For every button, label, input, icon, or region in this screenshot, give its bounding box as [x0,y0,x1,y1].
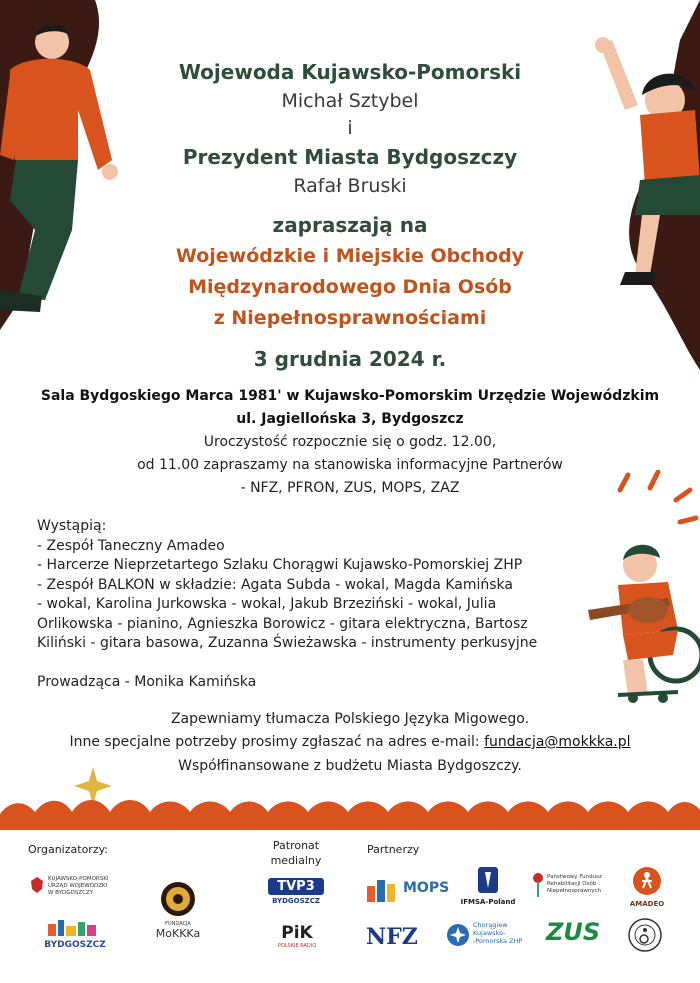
ifmsa-emblem-icon [477,866,499,894]
schedule-line3: - NFZ, PFRON, ZUS, MOPS, ZAZ [240,480,460,496]
nfz-text: NFZ [366,924,418,950]
performer-line: Orlikowska - pianino, Agnieszka Borowicz - gitara elektryczna, Bartosz [37,615,528,632]
zhp-line2: Kujawsko- [473,929,506,937]
special-needs-text: Inne specjalne potrzeby prosimy zgłaszać na adres e-mail: [69,734,485,750]
wheelchair-sport-badge-icon [628,918,662,952]
mayor-title: Prezydent Miasta Bydgoszczy [182,145,518,169]
performer-line: - Zespół Taneczny Amadeo [37,537,225,554]
nfz-logo [366,924,426,950]
contact-email-link[interactable]: fundacja@mokkka.pl [484,734,631,750]
pik-text: PiK [281,923,313,943]
performers-heading: Wystąpią: [37,518,107,534]
event-title-line2: Międzynarodowego Dnia Osób [188,276,512,298]
amadeo-text: AMADEO [629,900,665,908]
kpuw-line3: W BYDGOSZCZY [48,890,94,896]
sign-language-note: Zapewniamy tłumacza Polskiego Języka Migowego. [170,711,530,727]
media-patronage-label-2: medialny [270,854,322,867]
performer-line: Kiliński - gitara basowa, Zuzanna Świeżawska - instrumenty perkusyjne [37,635,538,651]
bydgoszcz-logo [40,918,110,948]
performer-line: - wokal, Karolina Jurkowska - wokal, Jakub Brzeziński - wokal, Julia [37,596,497,612]
mops-text: MOPS [403,880,450,896]
bydgoszcz-text: BYDGOSZCZ [44,940,106,950]
conjunction: i [347,117,353,139]
zhp-logo [446,920,536,950]
pfron-flower-icon [531,872,545,898]
pfron-line2: Rehabilitacji Osób [547,881,597,887]
governor-name: Michał Sztybel [281,90,419,112]
zhp-cross-icon [446,923,470,947]
amadeo-logo [622,866,672,908]
event-title-line1: Wojewódzkie i Miejskie Obchody [175,245,525,267]
partners-label: Partnerzy [367,843,420,856]
zus-text: ZUS [546,918,601,946]
pfron-line1: Państwowy Fundusz [547,874,602,880]
pik-radio-logo [271,923,323,949]
media-patronage-label [266,838,326,868]
zhp-line3: -Pomorska ZHP [473,937,523,945]
mokkka-emblem-icon [160,881,196,917]
scalloped-orange-band [0,790,700,830]
eagle-emblem-icon [30,876,44,894]
zhp-line1: Chorągiew [473,921,508,929]
organizers-label: Organizatorzy: [28,843,109,856]
special-needs-note [0,734,700,750]
mokkka-foundation-text: FUNDACJA [165,921,191,927]
event-date: 3 grudnia 2024 r. [253,347,447,371]
pfron-line3: Niepełnosprawnych [547,888,602,894]
zus-logo [546,918,602,946]
mops-houses-icon [365,876,401,904]
venue-line1: Sala Bydgoskiego Marca 1981' w Kujawsko-Pomorskim Urzędzie Wojewódzkim [40,388,660,404]
pik-sub: POLSKIE RADIO [277,943,317,949]
bydgoszcz-skyline-icon [40,918,110,936]
performers-block [37,517,597,654]
venue-address: ul. Jagiellońska 3, Bydgoszcz [236,411,464,427]
performer-line: - Zespół BALKON w składzie: Agata Subda - wokal, Magda Kamińska [37,576,513,593]
tvp3-badge: TVP3 [268,878,324,895]
cofinancing-note: Współfinansowane z budżetu Miasta Bydgoszczy. [178,758,522,774]
event-title-line3: z Niepełnosprawnościami [213,307,487,329]
mokkka-name-text: MoKKKa [155,927,201,940]
kpuw-line2: URZĄD WOJEWÓDZKI [48,883,108,889]
schedule-line2: od 11.00 zapraszamy na stanowiska informacyjne Partnerów [137,457,563,473]
mayor-name: Rafał Bruski [293,175,407,197]
schedule-line1: Uroczystość rozpocznie się o godz. 12.00, [203,434,497,450]
performer-line: - Harcerze Nieprzetartego Szlaku Chorągwi Kujawsko-Pomorskiej ZHP [37,557,523,573]
ifmsa-text: IFMSA-Poland [460,898,516,906]
governor-title: Wojewoda Kujawsko-Pomorski [178,60,522,84]
host-line: Prowadząca - Monika Kamińska [37,674,257,690]
pfron-logo [531,872,616,902]
invite-intro: zapraszają na [272,213,428,237]
ifmsa-logo [456,866,520,906]
media-patronage-label-1: Patronat [272,839,320,852]
kpuw-line1: KUJAWSKO-POMORSKI [48,876,109,882]
mops-logo [365,876,450,906]
mokkka-logo [150,881,206,940]
amadeo-dancer-icon [632,866,662,896]
tvp3-logo [268,878,324,905]
tvp3-city: BYDGOSZCZ [272,897,320,905]
